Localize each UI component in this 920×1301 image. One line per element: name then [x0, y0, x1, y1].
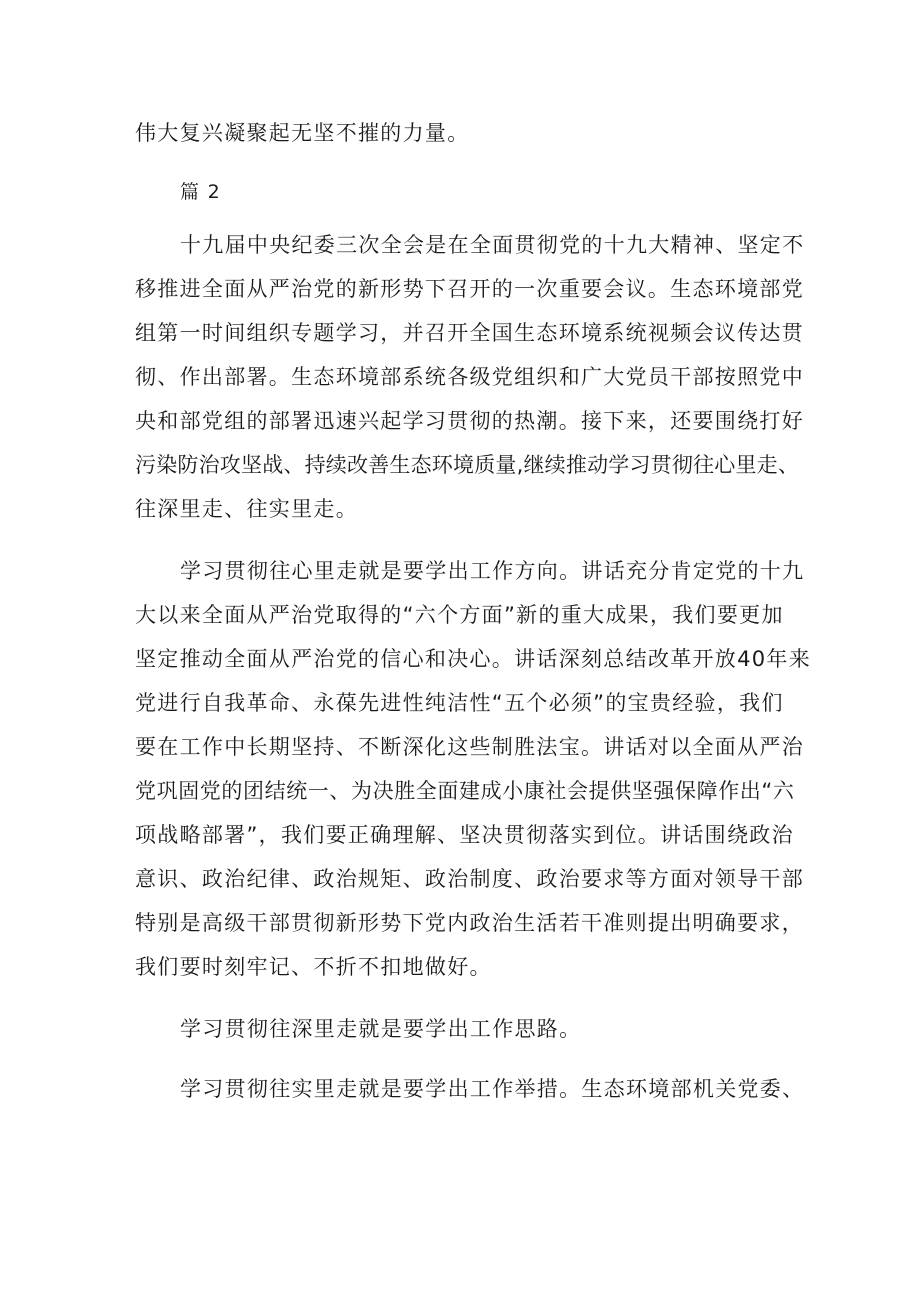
paragraph-line: 党巩固党的团结统一、为决胜全面建成小康社会提供坚强保障作出“六 — [135, 779, 795, 803]
paragraph-line: 大以来全面从严治党取得的“六个方面”新的重大成果，我们要更加 — [135, 603, 784, 627]
paragraph-line: 往深里走、往实里走。 — [135, 497, 358, 521]
paragraph-line: 学习贯彻往深里走就是要学出工作思路。 — [180, 1017, 582, 1041]
paragraph-line: 十九届中央纪委三次全会是在全面贯彻党的十九大精神、坚定不 — [180, 233, 805, 257]
paragraph-line: 移推进全面从严治党的新形势下召开的一次重要会议。生态环境部党 — [135, 277, 804, 301]
paragraph-line: 要在工作中长期坚持、不断深化这些制胜法宝。讲话对以全面从严治 — [135, 735, 804, 759]
paragraph-line: 党进行自我革命、永葆先进性纯洁性“五个必须”的宝贵经验，我们 — [135, 691, 784, 715]
section-heading: 篇 2 — [180, 181, 222, 203]
paragraph-line: 污染防治攻坚战、持续改善生态环境质量,继续推动学习贯彻往心里走、 — [135, 453, 800, 477]
paragraph-line: 彻、作出部署。生态环境部系统各级党组织和广大党员干部按照党中 — [135, 365, 804, 389]
paragraph-line: 学习贯彻往实里走就是要学出工作举措。生态环境部机关党委、 — [180, 1077, 805, 1101]
paragraph-line: 意识、政治纪律、政治规矩、政治制度、政治要求等方面对领导干部 — [135, 867, 804, 891]
paragraph-line: 组第一时间组织专题学习，并召开全国生态环境系统视频会议传达贯 — [135, 321, 804, 345]
paragraph-line: 我们要时刻牢记、不折不扣地做好。 — [135, 955, 492, 979]
paragraph-line: 央和部党组的部署迅速兴起学习贯彻的热潮。接下来，还要围绕打好 — [135, 409, 804, 433]
paragraph-line: 学习贯彻往心里走就是要学出工作方向。讲话充分肯定党的十九 — [180, 559, 805, 583]
paragraph-line: 特别是高级干部贯彻新形势下党内政治生活若干准则提出明确要求， — [135, 911, 804, 935]
paragraph-line: 坚定推动全面从严治党的信心和决心。讲话深刻总结改革开放40年来 — [135, 647, 812, 671]
intro-line: 伟大复兴凝聚起无坚不摧的力量。 — [135, 121, 470, 145]
paragraph-line: 项战略部署”，我们要正确理解、坚决贯彻落实到位。讲话围绕政治 — [135, 823, 794, 847]
